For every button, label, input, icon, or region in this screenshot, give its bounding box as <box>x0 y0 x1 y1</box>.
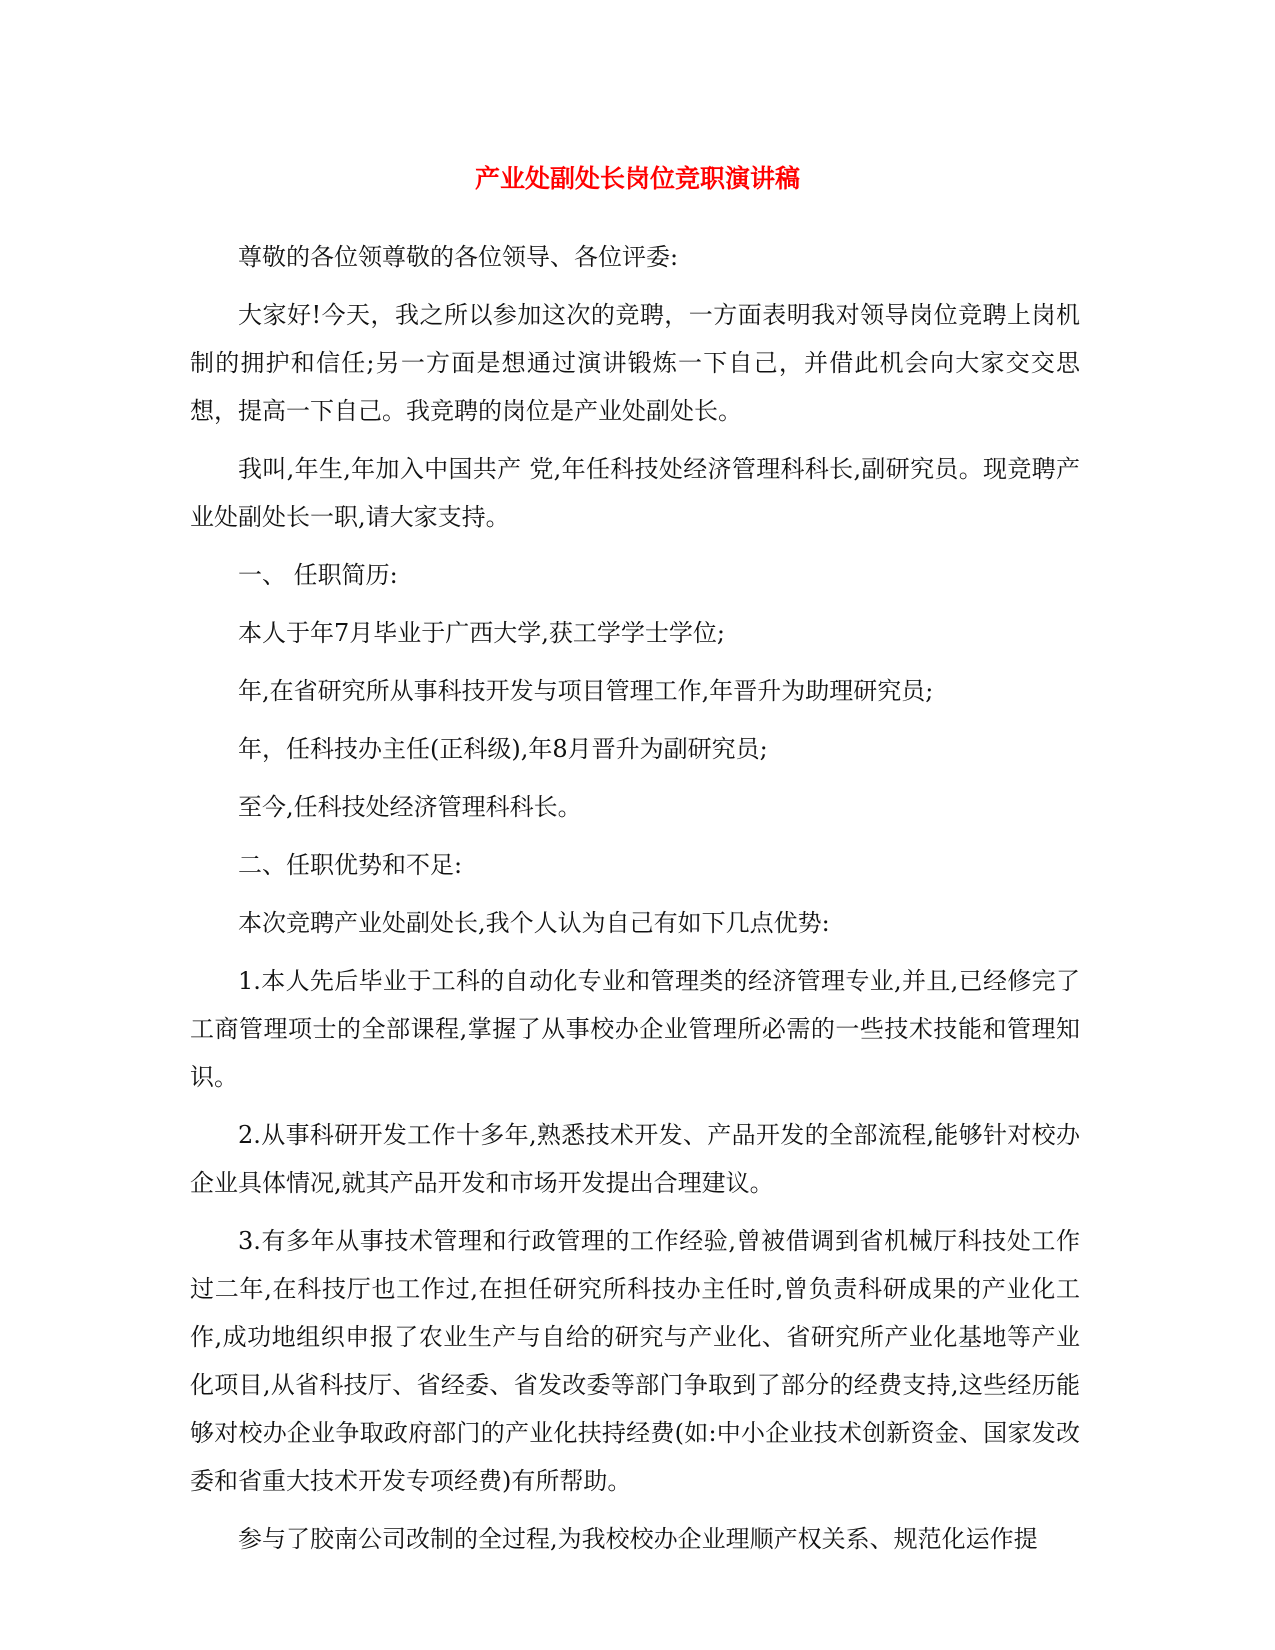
paragraph-continued: 参与了胶南公司改制的全过程,为我校校办企业理顺产权关系、规范化运作提 <box>238 1525 1038 1553</box>
paragraph-intro: 大家好!今天，我之所以参加这次的竞聘，一方面表明我对领导岗位竞聘上岗机制的拥护和信任;另一方面是想通过演讲锻炼一下自己，并借此机会向大家交交思想，提高一下自己。我竞聘的岗位是产业处副处长。 <box>190 301 1080 425</box>
document-body <box>190 233 1080 1573</box>
paragraph-greeting: 尊敬的各位领尊敬的各位领导、各位评委: <box>238 243 679 271</box>
section-heading-resume: 一、 任职简历: <box>238 561 398 589</box>
paragraph-strength-item: 3.有多年从事技术管理和行政管理的工作经验,曾被借调到省机械厅科技处工作过二年,在科技厅也工作过,在担任研究所科技办主任时,曾负责科研成果的产业化工作,成功地组织申报了农业生产与自给的研究与产业化、省研究所产业化基地等产业化项目,从省科技厅、省经委、省发改委等部门争取到了部分的经费支持,这些经历能够对校办企业争取政府部门的产业化扶持经费(如:中小企业技术创新资金、国家发改委和省重大技术开发专项经费)有所帮助。 <box>190 1227 1080 1495</box>
paragraph-strength-item: 1.本人先后毕业于工科的自动化专业和管理类的经济管理专业,并且,已经修完了工商管理项士的全部课程,掌握了从事校办企业管理所必需的一些技术技能和管理知识。 <box>190 967 1080 1091</box>
paragraph-resume-item: 年,在省研究所从事科技开发与项目管理工作,年晋升为助理研究员; <box>238 677 934 705</box>
section-heading-strengths: 二、任职优势和不足: <box>238 851 463 879</box>
paragraph-resume-item: 本人于年7月毕业于广西大学,获工学学士学位; <box>238 619 725 647</box>
paragraph-strength-item: 2.从事科研开发工作十多年,熟悉技术开发、产品开发的全部流程,能够针对校办企业具体情况,就其产品开发和市场开发提出合理建议。 <box>190 1121 1080 1197</box>
paragraph-resume-item: 年，任科技办主任(正科级),年8月晋升为副研究员; <box>238 735 768 763</box>
document-title: 产业处副处长岗位竞职演讲稿 <box>474 164 800 193</box>
paragraph-self-introduction: 我叫,年生,年加入中国共产 党,年任科技处经济管理科科长,副研究员。现竞聘产业处副处长一职,请大家支持。 <box>190 455 1080 531</box>
paragraph-strengths-intro: 本次竞聘产业处副处长,我个人认为自己有如下几点优势: <box>238 909 830 937</box>
paragraph-resume-item: 至今,任科技处经济管理科科长。 <box>238 793 582 821</box>
